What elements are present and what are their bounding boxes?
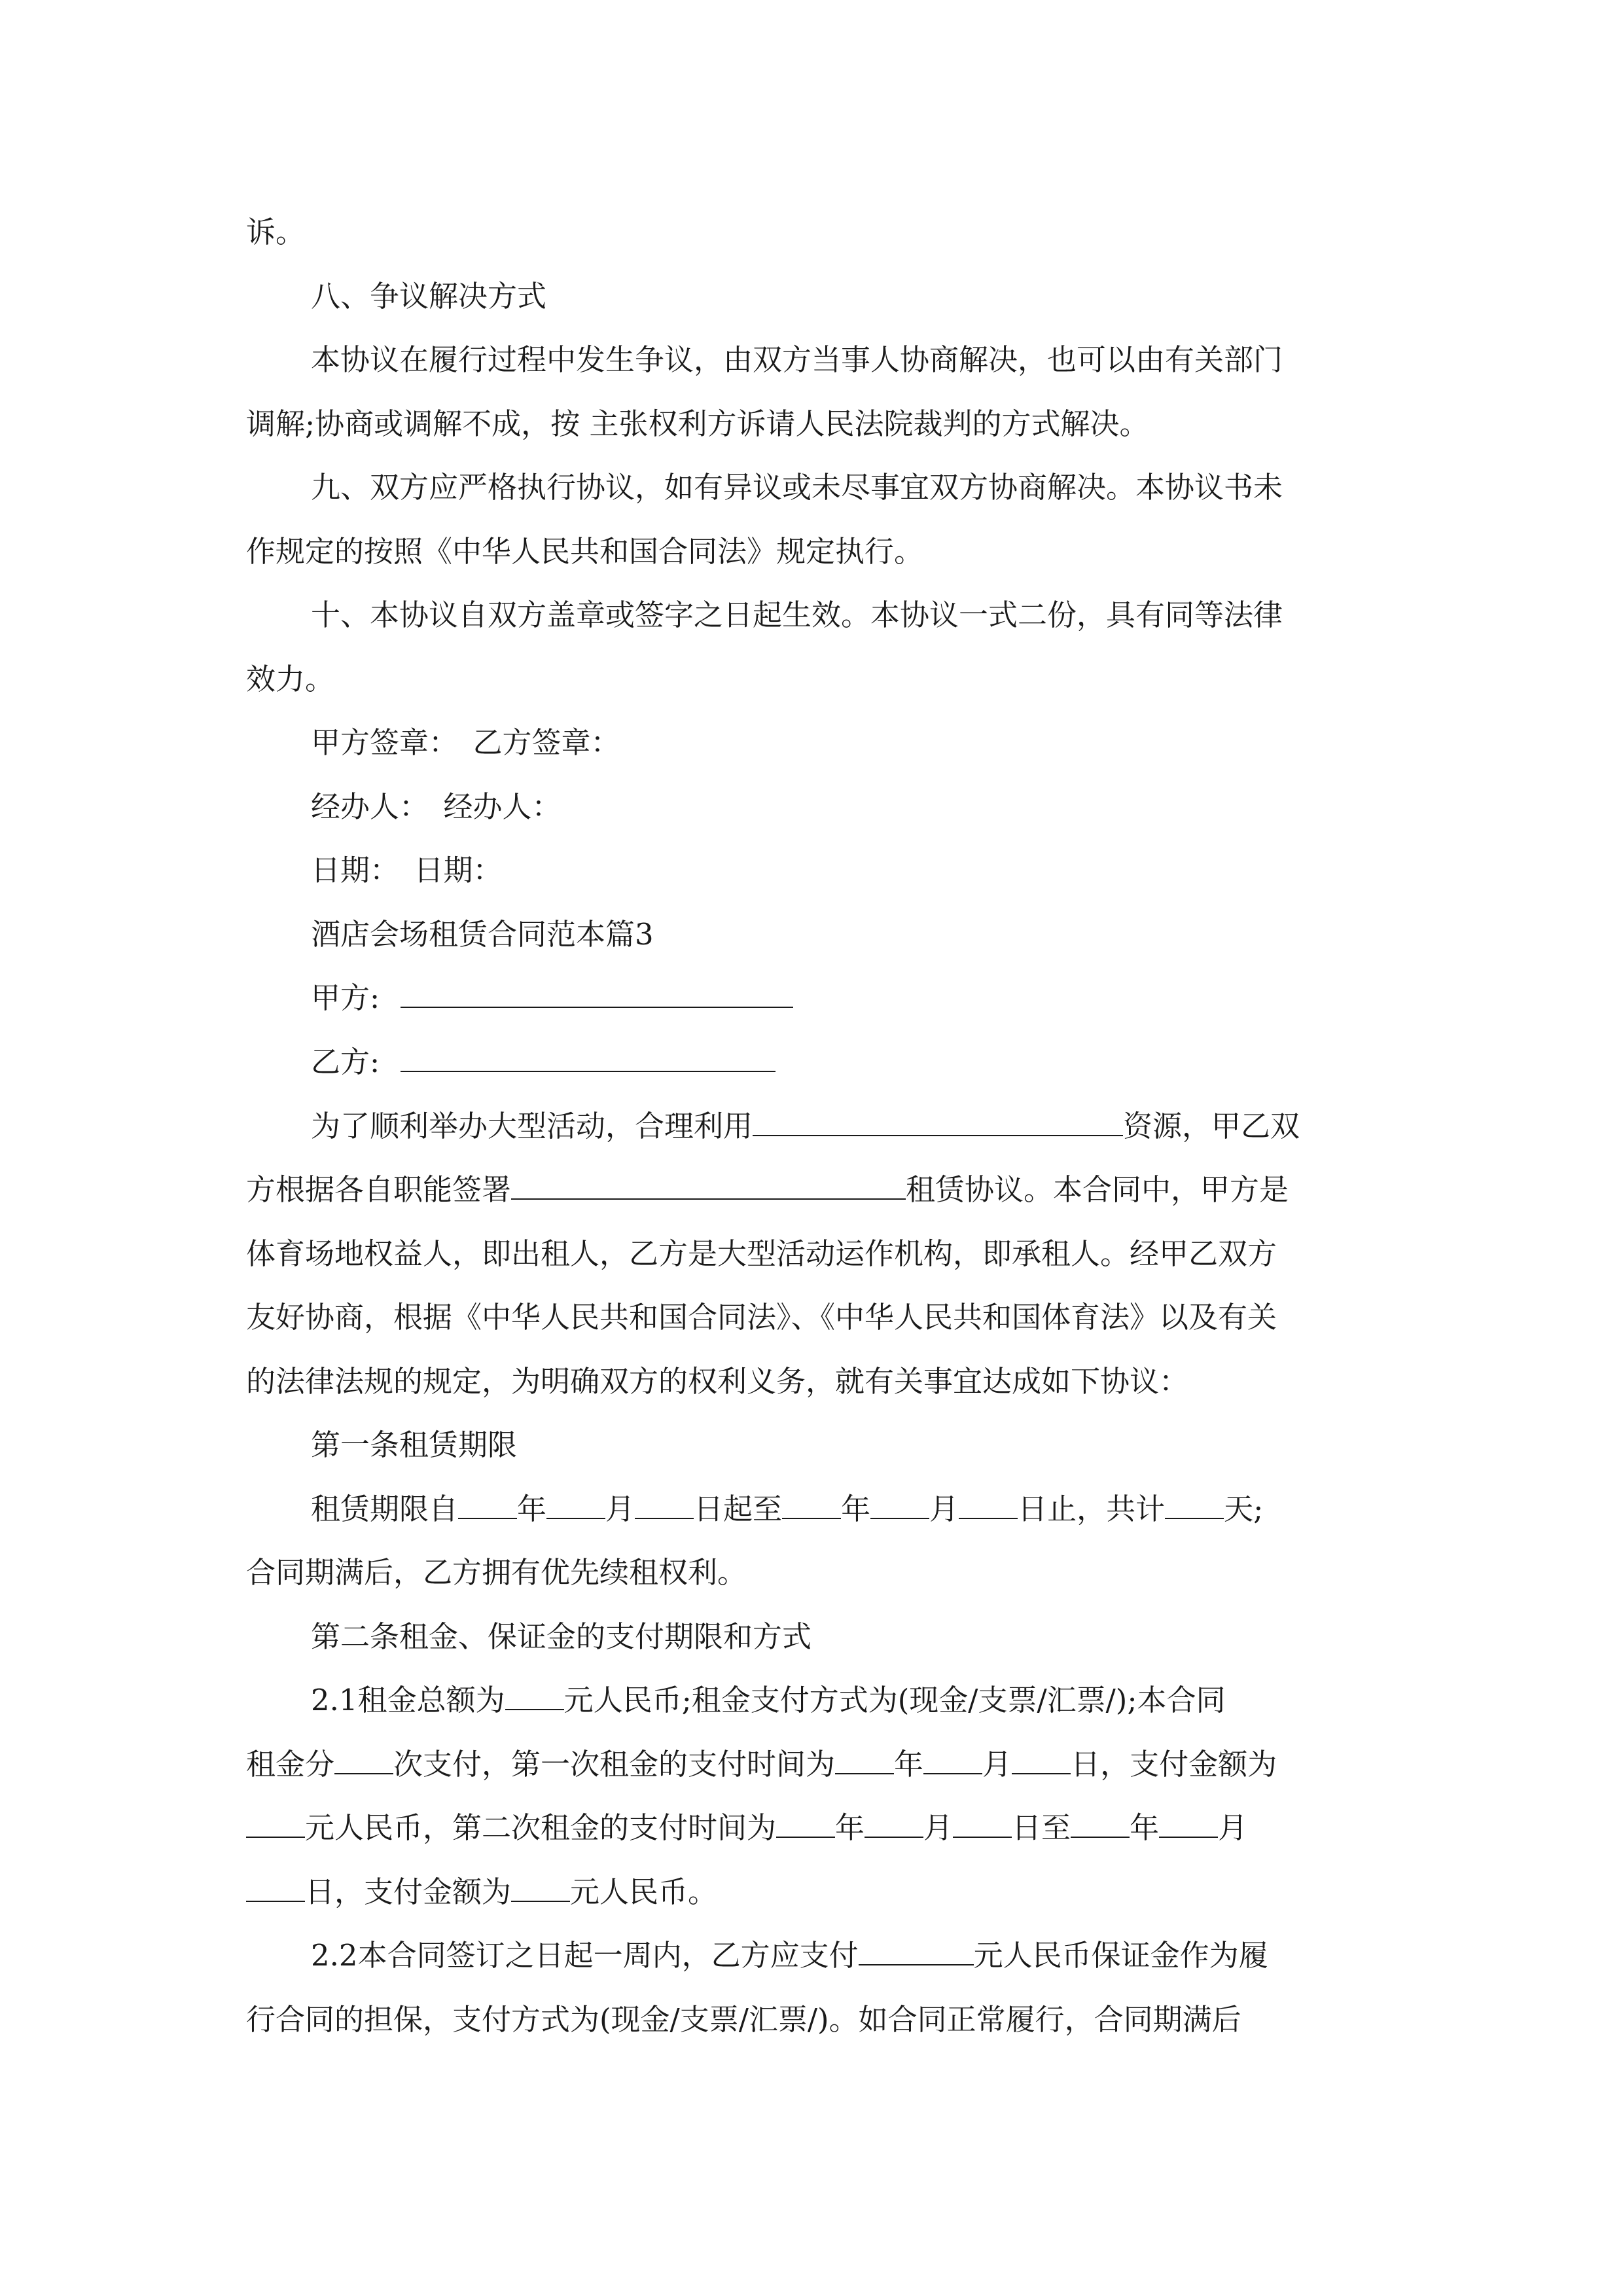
text-line: 诉。 bbox=[246, 215, 306, 249]
section-heading: 八、争议解决方式 bbox=[311, 279, 547, 314]
month-blank bbox=[865, 1808, 923, 1838]
text-segment: 年 bbox=[1130, 1810, 1160, 1845]
text-line bbox=[246, 1804, 1247, 1846]
amount-blank bbox=[246, 1808, 305, 1838]
text-segment: 方根据各自职能签署 bbox=[246, 1172, 512, 1207]
text-segment: 日，支付金额为 bbox=[1071, 1747, 1277, 1782]
resource-blank bbox=[753, 1106, 1123, 1136]
day-blank bbox=[959, 1489, 1018, 1519]
text-line: 体育场地权益人，即出租人，乙方是大型活动运作机构，即承租人。经甲乙双方 bbox=[246, 1236, 1277, 1271]
text-line: 行合同的担保，支付方式为(现金/支票/汇票/)。如合同正常履行，合同期满后 bbox=[246, 2002, 1241, 2037]
text-line bbox=[311, 1931, 1268, 1974]
text-line bbox=[311, 1676, 1226, 1719]
year-blank bbox=[458, 1489, 517, 1519]
text-line: 九、双方应严格执行协议，如有异议或未尽事宜双方协商解决。本协议书未 bbox=[311, 470, 1283, 505]
amount-blank bbox=[505, 1680, 564, 1710]
text-line: 本协议在履行过程中发生争议，由双方当事人协商解决，也可以由有关部门 bbox=[311, 342, 1283, 377]
days-blank bbox=[1165, 1489, 1224, 1519]
text-segment: 资源，甲乙双 bbox=[1123, 1109, 1300, 1143]
text-segment: 年 bbox=[894, 1747, 924, 1782]
text-segment: 元人民币。 bbox=[570, 1874, 718, 1909]
month-blank bbox=[923, 1744, 982, 1774]
text-segment: 日，支付金额为 bbox=[305, 1874, 512, 1909]
text-segment: 年 bbox=[841, 1492, 871, 1526]
text-segment: 年 bbox=[835, 1810, 865, 1845]
text-segment: 元人民币;租金支付方式为(现金/支票/汇票/);本合同 bbox=[563, 1683, 1226, 1717]
text-line: 的法律法规的规定，为明确双方的权利义务，就有关事宜达成如下协议： bbox=[246, 1364, 1189, 1399]
year-blank bbox=[776, 1808, 835, 1838]
party-b-label: 乙方: bbox=[311, 1045, 380, 1079]
month-blank bbox=[1159, 1808, 1218, 1838]
text-line: 作规定的按照《中华人民共和国合同法》规定执行。 bbox=[246, 534, 924, 569]
text-segment: 租赁期限自 bbox=[311, 1492, 459, 1526]
text-segment: 租赁协议。本合同中，甲方是 bbox=[906, 1172, 1289, 1207]
text-segment: 为了顺利举办大型活动，合理利用 bbox=[311, 1109, 753, 1143]
text-segment: 日起至 bbox=[694, 1492, 783, 1526]
year-blank bbox=[782, 1489, 841, 1519]
text-segment: 月 bbox=[1218, 1810, 1248, 1845]
party-a-blank bbox=[401, 978, 793, 1008]
text-line: 合同期满后，乙方拥有优先续租权利。 bbox=[246, 1555, 747, 1590]
text-segment: 月 bbox=[923, 1810, 954, 1845]
deposit-blank bbox=[859, 1935, 974, 1965]
text-line bbox=[246, 1740, 1277, 1783]
text-segment: 天; bbox=[1224, 1492, 1264, 1526]
year-blank bbox=[835, 1744, 894, 1774]
day-blank bbox=[246, 1872, 305, 1902]
month-blank bbox=[870, 1489, 929, 1519]
amount-blank bbox=[511, 1872, 570, 1902]
year-blank bbox=[1071, 1808, 1130, 1838]
day-blank bbox=[1012, 1744, 1071, 1774]
section-heading: 第二条租金、保证金的支付期限和方式 bbox=[311, 1619, 812, 1654]
party-a-line bbox=[311, 974, 793, 1016]
text-segment: 2.1租金总额为 bbox=[311, 1683, 505, 1717]
text-line: 友好协商，根据《中华人民共和国合同法》、《中华人民共和国体育法》以及有关 bbox=[246, 1300, 1277, 1335]
party-b-line bbox=[311, 1038, 776, 1081]
party-a-label: 甲方: bbox=[311, 980, 380, 1015]
count-blank bbox=[334, 1744, 393, 1774]
handler-line: 经办人： 经办人： bbox=[311, 789, 562, 824]
text-segment: 月 bbox=[982, 1747, 1012, 1782]
text-segment: 次支付，第一次租金的支付时间为 bbox=[393, 1747, 836, 1782]
text-segment: 年 bbox=[517, 1492, 547, 1526]
text-segment: 日止，共计 bbox=[1018, 1492, 1166, 1526]
text-segment: 元人民币保证金作为履 bbox=[973, 1938, 1268, 1973]
text-line: 调解;协商或调解不成，按 主张权利方诉请人民法院裁判的方式解决。 bbox=[246, 406, 1149, 441]
text-segment: 月 bbox=[929, 1492, 959, 1526]
signature-line: 甲方签章： 乙方签章： bbox=[311, 725, 620, 760]
day-blank bbox=[953, 1808, 1012, 1838]
month-blank bbox=[546, 1489, 605, 1519]
text-segment: 2.2本合同签订之日起一周内，乙方应支付 bbox=[311, 1938, 859, 1973]
date-line: 日期： 日期： bbox=[311, 853, 503, 888]
contract-title: 酒店会场租赁合同范本篇3 bbox=[311, 917, 654, 952]
text-line bbox=[246, 1868, 717, 1910]
text-line: 十、本协议自双方盖章或签字之日起生效。本协议一式二份，具有同等法律 bbox=[311, 598, 1283, 632]
text-segment: 租金分 bbox=[246, 1747, 335, 1782]
section-heading: 第一条租赁期限 bbox=[311, 1427, 518, 1462]
text-line bbox=[311, 1485, 1263, 1528]
party-b-blank bbox=[401, 1042, 776, 1072]
text-segment: 日至 bbox=[1012, 1810, 1071, 1845]
text-line bbox=[311, 1102, 1300, 1145]
text-line: 效力。 bbox=[246, 662, 335, 696]
day-blank bbox=[635, 1489, 694, 1519]
agreement-blank bbox=[511, 1170, 906, 1200]
text-line bbox=[246, 1166, 1289, 1208]
text-segment: 元人民币，第二次租金的支付时间为 bbox=[305, 1810, 777, 1845]
text-segment: 月 bbox=[605, 1492, 635, 1526]
